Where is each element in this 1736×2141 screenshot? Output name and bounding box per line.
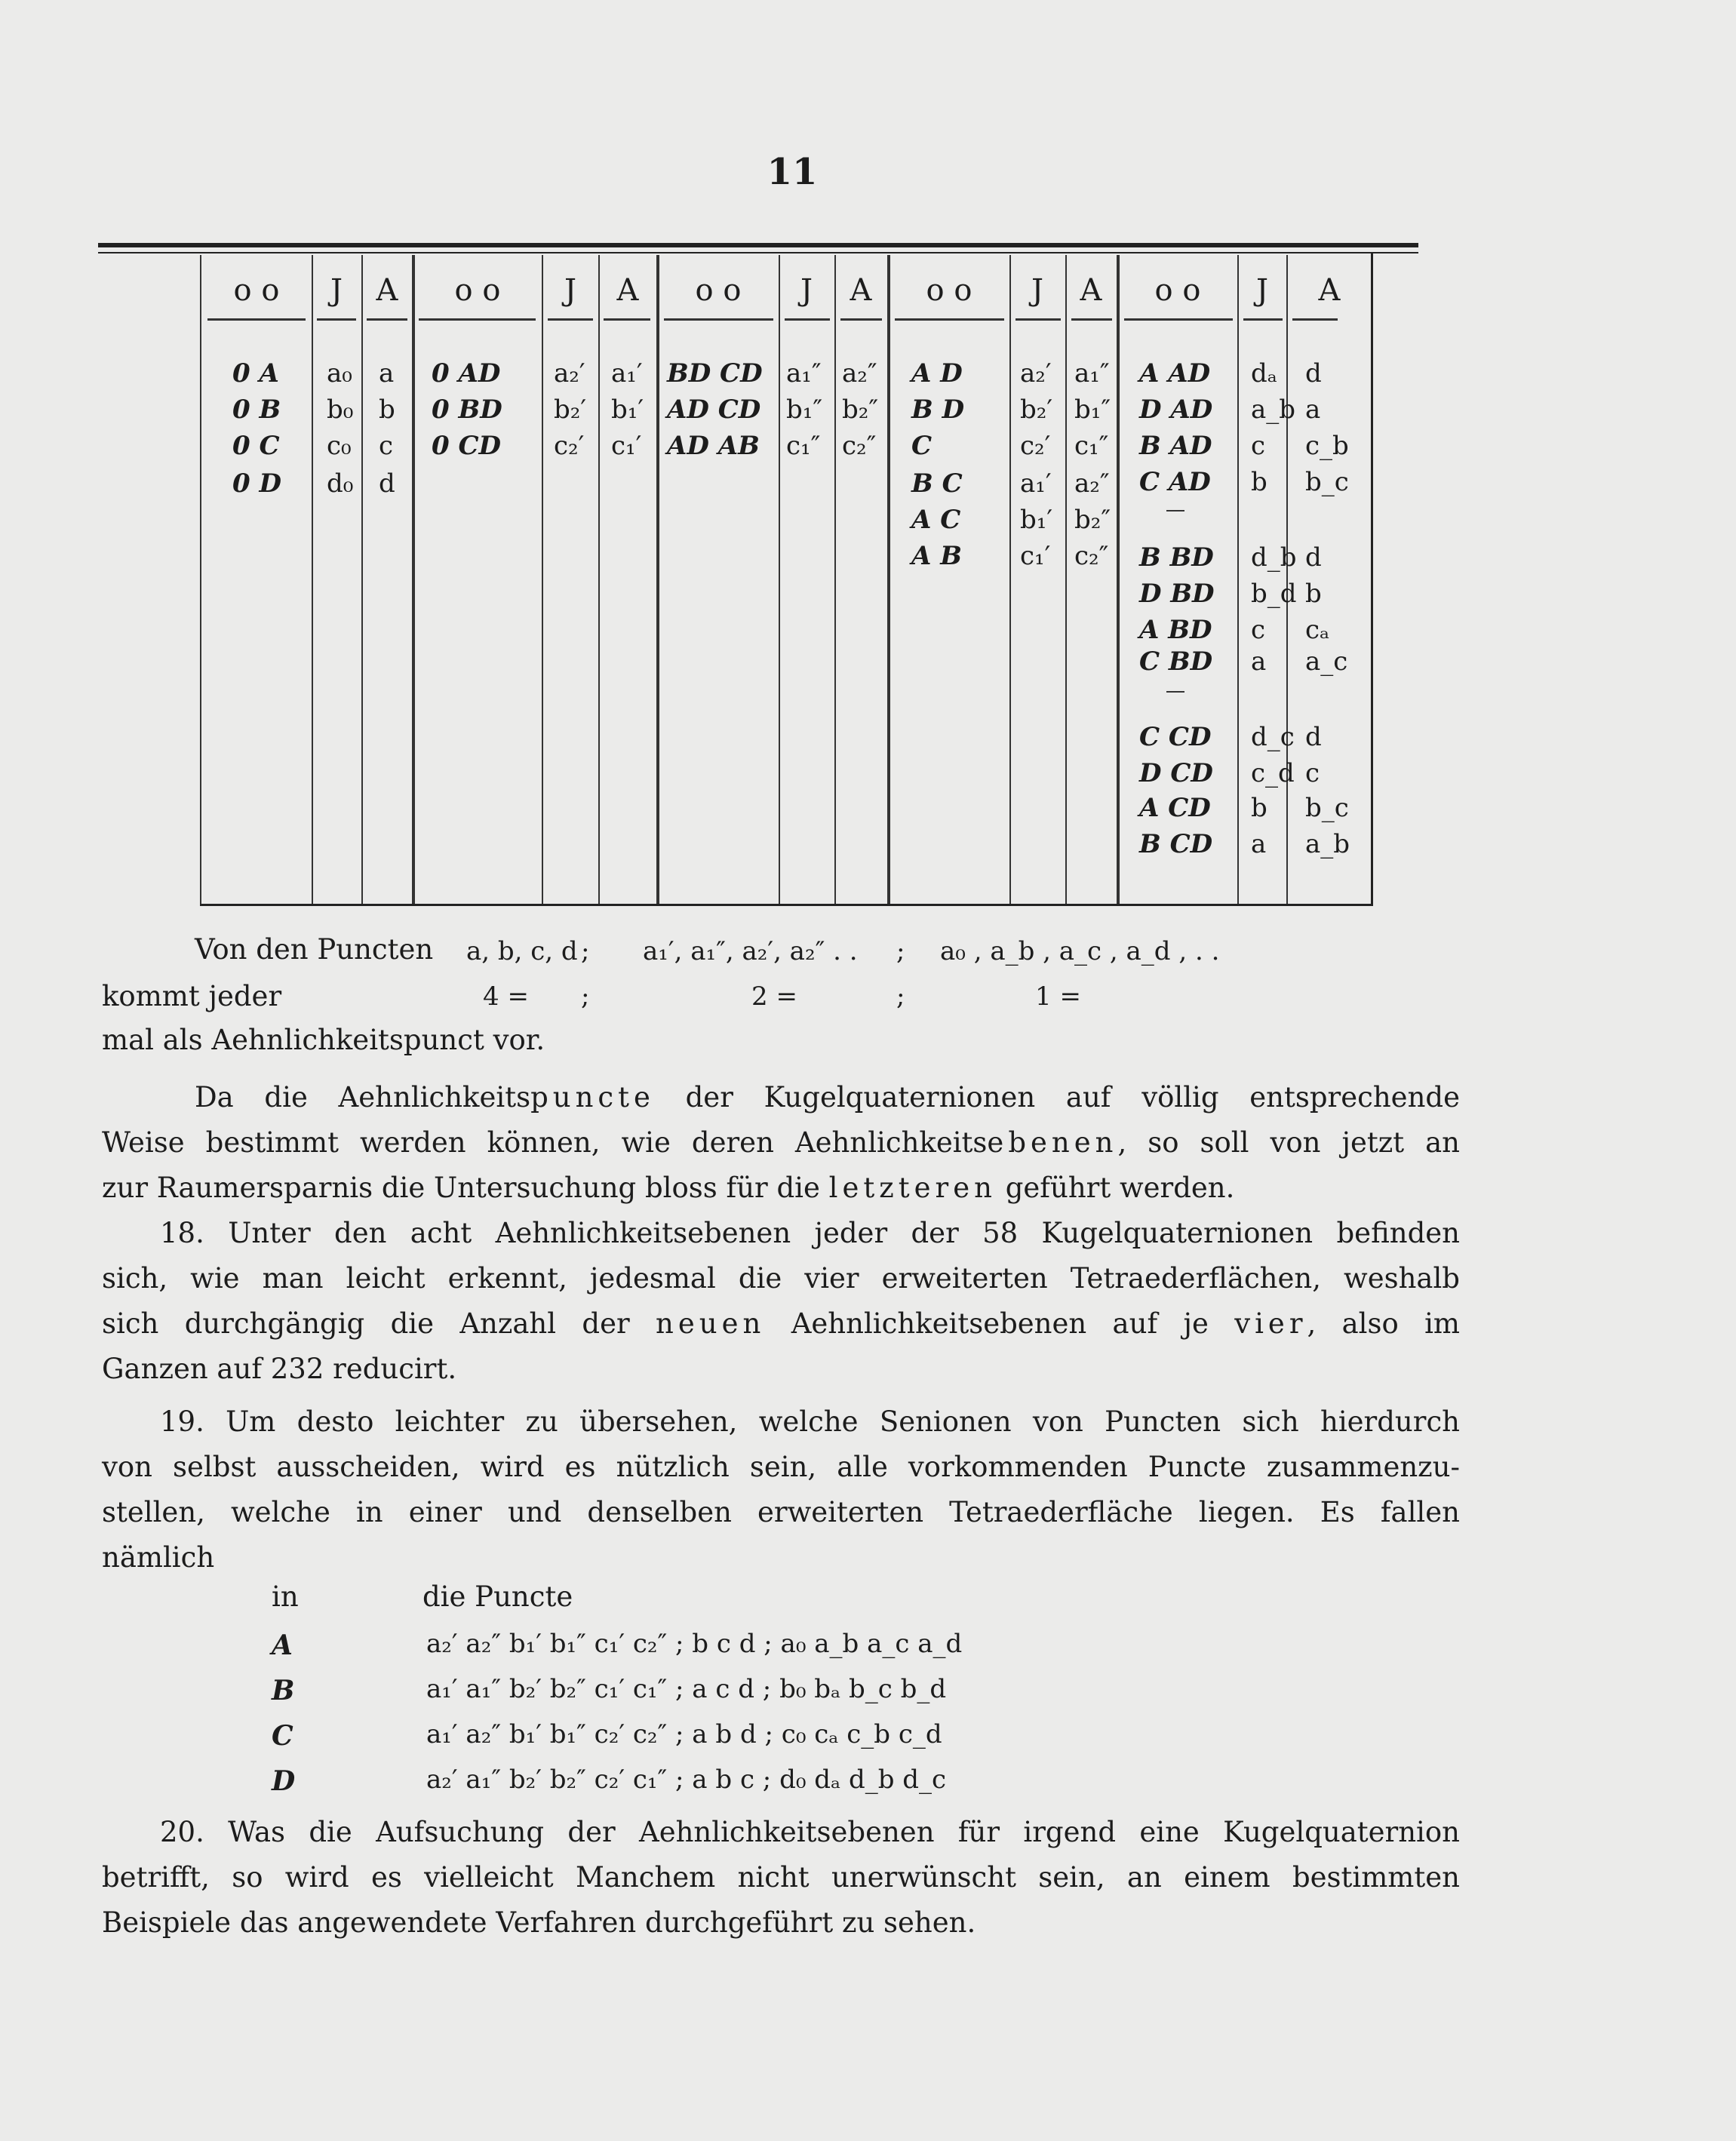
header-o: o o [454, 273, 501, 308]
text-run: 2 = [751, 981, 797, 1012]
list-label: B [272, 1675, 295, 1706]
header-rule [664, 318, 773, 321]
table-cell: c [1251, 431, 1266, 461]
text-run: a, b, c, d [466, 936, 578, 966]
header-j: J [1255, 273, 1269, 308]
table-cell: c [1251, 615, 1266, 645]
table-cell: a [1251, 647, 1267, 677]
table-cell: d₀ [327, 468, 354, 499]
header-rule [548, 318, 593, 321]
table-cell: a₁′ [611, 358, 643, 389]
table-cell: a₁′ [1020, 468, 1052, 499]
col-line [542, 255, 543, 904]
table-top-rule-thin [98, 252, 1418, 253]
table-cell: c [379, 431, 394, 461]
table-cell: A B [911, 541, 962, 571]
text-run: der Kugelquaternionen auf völlig entsprechende [685, 1081, 1460, 1114]
similarity-table [98, 241, 1373, 905]
list-in-label: in [272, 1580, 299, 1613]
group-separator [1166, 510, 1184, 511]
col-line [887, 255, 890, 904]
table-cell: a₂″ [1074, 468, 1110, 499]
col-line [779, 255, 780, 904]
header-j: J [564, 273, 577, 308]
table-cell: 0 CD [432, 431, 502, 461]
header-rule [317, 318, 356, 321]
table-cell: a [1251, 829, 1267, 859]
table-cell: b₂″ [842, 395, 879, 425]
text-run: , also im [1307, 1307, 1461, 1340]
table-cell: c₀ [327, 431, 352, 461]
table-cell: a_c [1305, 647, 1348, 677]
table-bottom-rule [200, 904, 1373, 906]
table-cell: dₐ [1251, 358, 1277, 389]
table-cell: c₂″ [842, 431, 877, 461]
table-cell: b₁″ [1074, 395, 1111, 425]
text-run: geführt werden. [1005, 1172, 1235, 1204]
col-line [1117, 255, 1120, 904]
text-run-spaced: vier [1234, 1307, 1307, 1340]
table-cell: A CD [1139, 793, 1211, 823]
header-rule [785, 318, 830, 321]
table-cell: 0 BD [432, 395, 502, 425]
table-cell: a_b [1305, 829, 1350, 859]
header-j: J [800, 273, 813, 308]
text-line: Ganzen auf 232 reducirt. [102, 1353, 457, 1385]
list-points: a₁′ a₁″ b₂′ b₂″ c₁′ c₁″ ; a c d ; b₀ bₐ b_c b_d [426, 1674, 947, 1704]
text-run: a₁′, a₁″, a₂′, a₂″ . . [643, 936, 858, 966]
col-line [312, 255, 313, 904]
text-run: Von den Puncten [195, 933, 434, 966]
table-cell: B C [911, 468, 963, 499]
table-cell: b₂″ [1074, 505, 1111, 535]
text-line [102, 1307, 1461, 1340]
col-line [598, 255, 600, 904]
header-rule [1124, 318, 1233, 321]
table-cell: AD AB [667, 431, 760, 461]
table-cell: 0 C [232, 431, 280, 461]
table-cell: AD CD [667, 395, 761, 425]
table-cell: D AD [1139, 395, 1213, 425]
text-line: betrifft, so wird es vielleicht Manchem nicht unerwünscht sein, an einem bestimmten [102, 1861, 1460, 1894]
text-line: Beispiele das angewendete Verfahren durchgeführt zu sehen. [102, 1906, 976, 1939]
table-cell: b₁′ [611, 395, 644, 425]
page-number: 11 [767, 151, 818, 193]
text-line: stellen, welche in einer und denselben erweiterten Tetraederfläche liegen. Es fallen [102, 1496, 1460, 1528]
table-cell: c [1305, 758, 1320, 788]
table-cell: c₂′ [554, 431, 585, 461]
text-run: ; [581, 936, 590, 966]
table-cell: a₁″ [786, 358, 822, 389]
table-cell: A AD [1139, 358, 1211, 389]
text-line: mal als Aehnlichkeitspunct vor. [102, 1024, 545, 1056]
table-cell: c₂′ [1020, 431, 1051, 461]
header-o: o o [233, 273, 280, 308]
table-cell: 0 AD [432, 358, 501, 389]
header-a: A [376, 273, 398, 308]
table-cell: c_b [1305, 431, 1349, 461]
table-cell: C CD [1139, 722, 1212, 752]
text-line: 18. Unter den acht Aehnlichkeitsebenen jeder der 58 Kugelquaternionen befinden [160, 1217, 1460, 1249]
text-run-spaced: neuen [656, 1307, 766, 1340]
table-cell: C BD [1139, 647, 1213, 677]
list-points: a₂′ a₁″ b₂′ b₂″ c₂′ c₁″ ; a b c ; d₀ dₐ d_b d_c [426, 1765, 947, 1795]
header-rule [1292, 318, 1338, 321]
table-cell: c₂″ [1074, 541, 1109, 571]
header-rule [367, 318, 407, 321]
table-cell: c₁′ [1020, 541, 1051, 571]
table-cell: c₁′ [611, 431, 642, 461]
table-cell: a₂′ [554, 358, 585, 389]
col-line [656, 255, 659, 904]
header-rule [840, 318, 882, 321]
list-label: D [272, 1765, 296, 1797]
text-run: ; [896, 981, 905, 1012]
header-rule [604, 318, 650, 321]
table-cell: b₂′ [1020, 395, 1053, 425]
header-j: J [330, 273, 343, 308]
table-cell: d [1305, 358, 1322, 389]
list-points: a₁′ a₂″ b₁′ b₁″ c₂′ c₂″ ; a b d ; c₀ cₐ c_b c_d [426, 1719, 942, 1749]
table-cell: a₂′ [1020, 358, 1052, 389]
table-cell: B BD [1139, 542, 1214, 573]
text-run: Aehnlichkeitsebenen auf je [791, 1307, 1209, 1340]
header-a: A [1080, 273, 1102, 308]
table-cell: C AD [1139, 467, 1211, 497]
text-line: 19. Um desto leichter zu übersehen, welche Senionen von Puncten sich hierdurch [160, 1405, 1460, 1438]
text-run: ; [581, 981, 590, 1012]
table-cell: c₁″ [786, 431, 821, 461]
text-line [195, 933, 1553, 966]
table-cell: b_c [1305, 467, 1349, 497]
table-cell: 0 B [232, 395, 281, 425]
table-cell: b_c [1305, 793, 1349, 823]
list-points: a₂′ a₂″ b₁′ b₁″ c₁′ c₂″ ; b c d ; a₀ a_b a_c a_d [426, 1629, 963, 1659]
table-cell: B AD [1139, 431, 1212, 461]
list-header: die Puncte [422, 1580, 573, 1613]
text-run: Weise bestimmt werden können, wie deren Aehnlichkeits [102, 1126, 988, 1159]
table-cell: A D [911, 358, 963, 389]
col-line [200, 255, 201, 904]
text-run: Da die Aehnlichkeits [195, 1081, 531, 1114]
header-o: o o [1154, 273, 1201, 308]
text-run: sich durchgängig die Anzahl der [102, 1307, 630, 1340]
table-cell: a₁″ [1074, 358, 1110, 389]
text-line: 20. Was die Aufsuchung der Aehnlichkeitsebenen für irgend eine Kugelquaternion [160, 1816, 1460, 1848]
table-cell: BD CD [667, 358, 763, 389]
header-o: o o [695, 273, 742, 308]
text-run: , so soll von jetzt an [1117, 1126, 1460, 1159]
table-cell: B CD [1139, 829, 1213, 859]
header-rule [895, 318, 1004, 321]
table-cell: A C [911, 505, 961, 535]
header-a: A [616, 273, 639, 308]
group-separator [1166, 691, 1184, 693]
header-j: J [1031, 273, 1044, 308]
table-cell: a₂″ [842, 358, 877, 389]
text-line: sich, wie man leicht erkennt, jedesmal die vier erweiterten Tetraederflächen, weshalb [102, 1262, 1460, 1295]
table-cell: a₀ [327, 358, 352, 389]
table-cell: cₐ [1305, 615, 1330, 645]
header-rule [419, 318, 536, 321]
table-cell: 0 A [232, 358, 279, 389]
table-cell: D CD [1139, 758, 1213, 788]
col-line [834, 255, 836, 904]
table-cell: b₂′ [554, 395, 587, 425]
text-run-spaced: letzteren [828, 1172, 997, 1204]
table-cell: b [1251, 793, 1267, 823]
table-cell: d [379, 468, 395, 499]
list-label: C [272, 1720, 293, 1752]
table-cell: b [379, 395, 395, 425]
table-cell: b [1305, 579, 1322, 609]
text-line [102, 1174, 1460, 1202]
table-cell: C [911, 431, 933, 461]
header-o: o o [926, 273, 972, 308]
table-cell: d [1305, 542, 1322, 573]
text-line: von selbst ausscheiden, wird es nützlich sein, alle vorkommenden Puncte zusammenzu- [102, 1451, 1460, 1483]
table-cell: b_d [1251, 579, 1297, 609]
text-line: nämlich [102, 1541, 215, 1574]
text-line [102, 1126, 1460, 1159]
table-cell: D BD [1139, 579, 1215, 609]
col-line [412, 255, 415, 904]
table-cell: a_b [1251, 395, 1296, 425]
header-rule [207, 318, 306, 321]
header-a: A [850, 273, 872, 308]
table-top-rule [98, 243, 1418, 247]
header-rule [1243, 318, 1283, 321]
header-rule [1015, 318, 1061, 321]
table-cell: d_c [1251, 722, 1295, 752]
table-cell: c₁″ [1074, 431, 1109, 461]
table-cell: d [1305, 722, 1322, 752]
text-run-spaced: ebenen [987, 1126, 1118, 1159]
table-cell: B D [911, 395, 965, 425]
text-run: 4 = [483, 981, 529, 1012]
text-line [195, 1081, 1460, 1114]
text-run: 1 = [1035, 981, 1081, 1012]
text-run: kommt jeder [102, 980, 282, 1012]
text-run: zur Raumersparnis die Untersuchung bloss für die [102, 1172, 820, 1204]
col-line [1065, 255, 1067, 904]
table-cell: 0 D [232, 468, 281, 499]
table-cell: a [1305, 395, 1321, 425]
table-cell: d_b [1251, 542, 1297, 573]
table-cell: b₁″ [786, 395, 823, 425]
table-cell: b [1251, 467, 1267, 497]
table-right-rule [1371, 252, 1373, 905]
header-a: A [1318, 273, 1341, 308]
table-cell: b₁′ [1020, 505, 1053, 535]
table-cell: A BD [1139, 615, 1212, 645]
text-run: ; [896, 936, 905, 966]
table-cell: b₀ [327, 395, 354, 425]
header-rule [1071, 318, 1112, 321]
text-run: a₀ , a_b , a_c , a_d , . . [940, 936, 1220, 966]
col-line [361, 255, 363, 904]
col-line [1009, 255, 1011, 904]
text-run-spaced: puncte [530, 1081, 655, 1114]
list-label: A [272, 1630, 293, 1661]
col-line [1237, 255, 1239, 904]
table-cell: c_d [1251, 758, 1295, 788]
table-cell: a [379, 358, 395, 389]
